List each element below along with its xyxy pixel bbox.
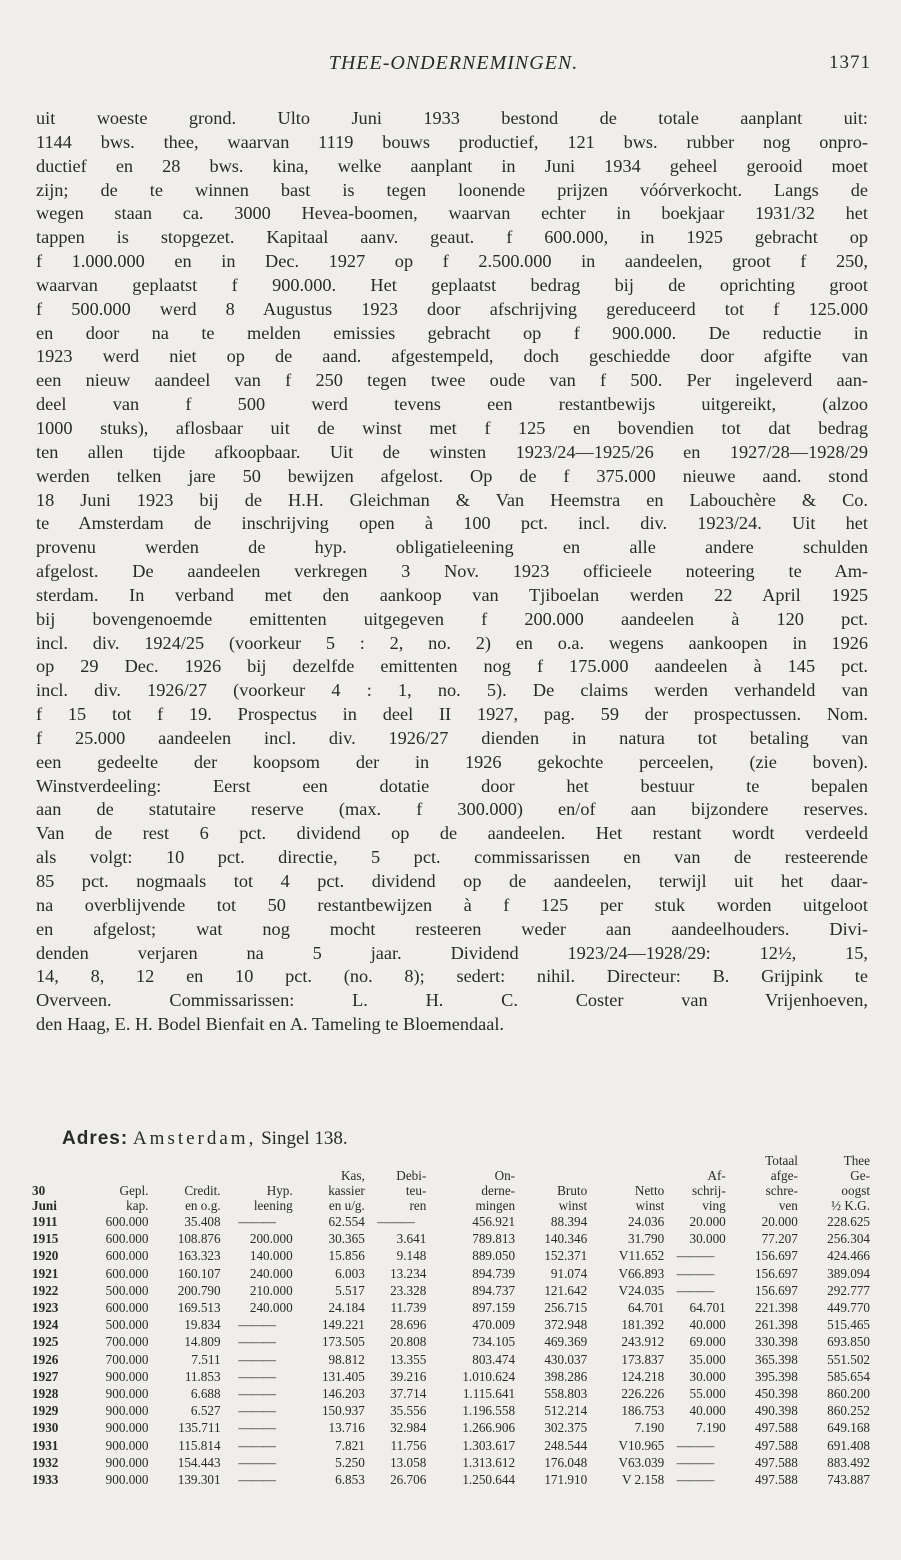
table-cell: 1.266.906 bbox=[462, 1420, 516, 1436]
table-cell: 897.159 bbox=[472, 1300, 516, 1316]
table-cell: 497.588 bbox=[755, 1437, 798, 1453]
table-cell: 551.502 bbox=[827, 1351, 870, 1367]
table-cell: 1929 bbox=[32, 1403, 59, 1419]
table-cell: 600.000 bbox=[105, 1231, 149, 1247]
address-city: Amsterdam, bbox=[132, 1128, 257, 1149]
text-line: denden verjaren na 5 jaar. Dividend 1923/24—1928/29: 12½, 15, bbox=[36, 942, 868, 963]
text-line: deel van f 500 werd tevens een restantbewijs uitgereikt, (alzoo bbox=[36, 394, 868, 415]
table-cell: 398.286 bbox=[544, 1368, 588, 1384]
financial-table bbox=[32, 1153, 870, 1488]
table-cell: 26.706 bbox=[390, 1472, 427, 1488]
table-cell: ——— bbox=[238, 1472, 275, 1488]
table-cell: 558.803 bbox=[544, 1386, 588, 1402]
table-cell: 169.513 bbox=[177, 1300, 221, 1316]
page-header bbox=[36, 52, 871, 82]
table-cell: 424.466 bbox=[827, 1248, 870, 1264]
table-cell: 900.000 bbox=[105, 1472, 149, 1488]
table-cell: 883.492 bbox=[827, 1454, 870, 1470]
table-cell: 515.465 bbox=[827, 1317, 870, 1333]
table-cell: 35.000 bbox=[689, 1351, 726, 1367]
table-cell: 221.398 bbox=[755, 1300, 798, 1316]
table-cell: 1923 bbox=[32, 1300, 59, 1316]
table-cell: 62.554 bbox=[328, 1214, 365, 1229]
table-cell: 11.853 bbox=[184, 1368, 221, 1384]
table-row bbox=[32, 1437, 870, 1454]
text-line: sterdam. In verband met den aankoop van Tjiboelan werden 22 April 1925 bbox=[36, 584, 868, 605]
table-cell: 13.716 bbox=[328, 1420, 365, 1436]
column-header: Gepl. kap. bbox=[119, 1183, 149, 1213]
table-cell: 186.753 bbox=[621, 1403, 665, 1419]
table-cell: 1.313.612 bbox=[462, 1454, 516, 1470]
text-line: te Amsterdam de inschrijving open à 100 pct. incl. div. 1923/24. Uit het bbox=[36, 513, 868, 534]
table-cell: 256.304 bbox=[827, 1231, 870, 1247]
table-row bbox=[32, 1265, 870, 1282]
column-header: Totaal afge- schre- ven bbox=[765, 1153, 798, 1213]
table-row bbox=[32, 1316, 870, 1333]
table-cell: ——— bbox=[676, 1282, 714, 1298]
table-cell: 1932 bbox=[32, 1454, 59, 1470]
table-cell: 13.234 bbox=[390, 1265, 427, 1281]
table-cell: 20.808 bbox=[390, 1334, 427, 1350]
table-row bbox=[32, 1333, 870, 1350]
table-cell: 1920 bbox=[32, 1248, 59, 1264]
table-cell: V63.039 bbox=[618, 1454, 665, 1470]
table-cell: 497.588 bbox=[755, 1420, 798, 1436]
table-cell: 1.196.558 bbox=[462, 1403, 516, 1419]
text-line: f 15 tot f 19. Prospectus in deel II 1927, pag. 59 der prospectussen. Nom. bbox=[36, 704, 868, 725]
table-cell: 171.910 bbox=[544, 1472, 588, 1488]
table-cell: 150.937 bbox=[321, 1403, 365, 1419]
table-cell: 140.346 bbox=[544, 1231, 588, 1247]
address-street: Singel 138. bbox=[261, 1128, 348, 1149]
column-header: Af- schrij- ving bbox=[692, 1168, 726, 1213]
text-line: f 500.000 werd 8 Augustus 1923 door afschrijving gereduceerd tot f 125.000 bbox=[36, 298, 868, 319]
table-cell: 15.856 bbox=[328, 1248, 365, 1264]
table-cell: 1.250.644 bbox=[462, 1472, 516, 1488]
table-cell: 55.000 bbox=[689, 1386, 726, 1402]
table-cell: 497.588 bbox=[755, 1454, 798, 1470]
address-label: Adres: bbox=[62, 1128, 129, 1149]
table-cell: 7.821 bbox=[335, 1437, 365, 1453]
table-cell: 691.408 bbox=[827, 1437, 870, 1453]
table-cell: 77.207 bbox=[761, 1231, 798, 1247]
table-cell: 69.000 bbox=[689, 1334, 726, 1350]
text-line: en door na te melden emissies gebracht op f 900.000. De reductie in bbox=[36, 322, 868, 343]
text-line: Overveen. Commissarissen: L. H. C. Coster van Vrijenhoeven, bbox=[36, 990, 868, 1011]
table-cell: 35.408 bbox=[184, 1214, 221, 1229]
column-header: Thee Ge- oogst ½ K.G. bbox=[831, 1153, 870, 1213]
table-cell: 430.037 bbox=[544, 1351, 588, 1367]
table-cell: 1930 bbox=[32, 1420, 59, 1436]
table-cell: 135.711 bbox=[178, 1420, 221, 1436]
table-cell: 181.392 bbox=[621, 1317, 665, 1333]
table-cell: 228.625 bbox=[827, 1214, 870, 1229]
text-line: f 25.000 aandeelen incl. div. 1926/27 dienden in natura tot betaling van bbox=[36, 727, 868, 748]
table-cell: 1925 bbox=[32, 1334, 59, 1350]
text-line: f 1.000.000 en in Dec. 1927 op f 2.500.000 in aandeelen, groot f 250, bbox=[36, 251, 868, 272]
table-cell: 700.000 bbox=[105, 1334, 149, 1350]
table-cell: 200.790 bbox=[177, 1282, 221, 1298]
column-header: 30 Juni bbox=[32, 1183, 57, 1213]
table-cell: 395.398 bbox=[755, 1368, 798, 1384]
table-cell: 226.226 bbox=[621, 1386, 665, 1402]
table-row bbox=[32, 1247, 870, 1264]
table-cell: 24.036 bbox=[627, 1214, 665, 1229]
table-cell: 11.739 bbox=[390, 1300, 427, 1316]
text-line: 1923 werd niet op de aand. afgestempeld, doch geschiedde door afgifte van bbox=[36, 346, 868, 367]
table-cell: 20.000 bbox=[761, 1214, 798, 1229]
table-cell: 163.323 bbox=[177, 1248, 221, 1264]
financial-table-wrap bbox=[32, 1153, 870, 1488]
table-cell: 1915 bbox=[32, 1231, 59, 1247]
text-line: 1000 stuks), aflosbaar uit de winst met f 125 en bovendien tot dat bedrag bbox=[36, 417, 868, 438]
table-cell: 156.697 bbox=[755, 1248, 798, 1264]
table-cell: 600.000 bbox=[105, 1248, 149, 1264]
column-header: Credit. en o.g. bbox=[184, 1183, 221, 1213]
table-cell: 1.010.624 bbox=[462, 1368, 516, 1384]
table-cell: 900.000 bbox=[105, 1403, 149, 1419]
table-cell: 734.105 bbox=[472, 1334, 516, 1350]
table-cell: 1933 bbox=[32, 1472, 59, 1488]
table-cell: 497.588 bbox=[755, 1472, 798, 1488]
text-line: ductief en 28 bws. kina, welke aanplant in Juni 1934 geheel gerooid moet bbox=[36, 155, 868, 176]
table-cell: 330.398 bbox=[755, 1334, 798, 1350]
table-cell: 146.203 bbox=[321, 1386, 365, 1402]
text-line: en afgelost; wat nog mocht resteeren weder aan aandeelhouders. Divi- bbox=[36, 918, 868, 939]
table-row bbox=[32, 1419, 870, 1436]
table-cell: 152.371 bbox=[544, 1248, 588, 1264]
table-cell: V24.035 bbox=[618, 1282, 665, 1298]
body-text bbox=[36, 107, 868, 1037]
table-cell: V66.893 bbox=[618, 1265, 665, 1281]
table-cell: 490.398 bbox=[755, 1403, 798, 1419]
table-cell: 889.050 bbox=[472, 1248, 516, 1264]
table-cell: 302.375 bbox=[544, 1420, 588, 1436]
table-cell: ——— bbox=[676, 1454, 714, 1470]
table-cell: 88.394 bbox=[550, 1214, 588, 1229]
table-cell: 140.000 bbox=[249, 1248, 293, 1264]
table-cell: 5.250 bbox=[335, 1454, 365, 1470]
table-cell: 6.527 bbox=[190, 1403, 221, 1419]
text-line: afgelost. De aandeelen verkregen 3 Nov. 1923 officieele noteering te Am- bbox=[36, 561, 868, 582]
table-cell: 1931 bbox=[32, 1437, 59, 1453]
table-cell: 600.000 bbox=[105, 1265, 149, 1281]
table-cell: 210.000 bbox=[249, 1282, 293, 1298]
table-row bbox=[32, 1454, 870, 1471]
table-row bbox=[32, 1402, 870, 1419]
table-cell: 154.443 bbox=[177, 1454, 221, 1470]
table-cell: 1926 bbox=[32, 1351, 59, 1367]
table-cell: 30.000 bbox=[689, 1231, 726, 1247]
table-cell: 450.398 bbox=[755, 1386, 798, 1402]
column-header: Debi- teu- ren bbox=[396, 1168, 427, 1213]
table-row bbox=[32, 1213, 870, 1230]
table-cell: ——— bbox=[238, 1214, 275, 1229]
table-cell: 24.184 bbox=[328, 1300, 365, 1316]
table-cell: 98.812 bbox=[328, 1351, 365, 1367]
table-cell: 248.544 bbox=[544, 1437, 588, 1453]
table-cell: ——— bbox=[676, 1265, 714, 1281]
table-cell: 1.115.641 bbox=[462, 1386, 516, 1402]
table-cell: 35.556 bbox=[390, 1403, 427, 1419]
table-cell: 365.398 bbox=[755, 1351, 798, 1367]
column-header: On- derne- mingen bbox=[475, 1168, 516, 1213]
table-cell: 500.000 bbox=[105, 1282, 149, 1298]
table-row bbox=[32, 1230, 870, 1247]
table-cell: 7.190 bbox=[696, 1420, 726, 1436]
table-cell: 649.168 bbox=[827, 1420, 870, 1436]
text-line: incl. div. 1924/25 (voorkeur 5 : 2, no. 2) en o.a. wegens aankoopen in 1926 bbox=[36, 632, 868, 653]
table-cell: 124.218 bbox=[621, 1368, 665, 1384]
table-cell: 20.000 bbox=[689, 1214, 726, 1229]
table-cell: 121.642 bbox=[544, 1282, 588, 1298]
table-cell: 6.853 bbox=[335, 1472, 365, 1488]
table-cell: 139.301 bbox=[177, 1472, 221, 1488]
table-cell: 176.048 bbox=[544, 1454, 588, 1470]
table-cell: 1922 bbox=[32, 1282, 59, 1298]
table-row bbox=[32, 1299, 870, 1316]
table-cell: 91.074 bbox=[550, 1265, 588, 1281]
text-line: 85 pct. nogmaals tot 4 pct. dividend op de aandeelen, terwijl uit het daar- bbox=[36, 871, 868, 891]
table-cell: ——— bbox=[676, 1248, 714, 1264]
column-header: Kas, kassier en u/g. bbox=[328, 1168, 365, 1213]
table-cell: ——— bbox=[676, 1472, 714, 1488]
table-cell: 149.221 bbox=[321, 1317, 365, 1333]
table-cell: 900.000 bbox=[105, 1368, 149, 1384]
text-line: een gedeelte der koopsom der in 1926 gekochte perceelen, (zie boven). bbox=[36, 751, 868, 772]
table-cell: 64.701 bbox=[689, 1300, 726, 1316]
table-cell: 389.094 bbox=[827, 1265, 870, 1281]
column-header: Bruto winst bbox=[557, 1183, 588, 1213]
table-header-row bbox=[32, 1153, 870, 1213]
table-cell: ——— bbox=[238, 1420, 275, 1436]
table-cell: 6.688 bbox=[190, 1386, 221, 1402]
table-row bbox=[32, 1471, 870, 1488]
table-body bbox=[32, 1213, 870, 1488]
table-row bbox=[32, 1351, 870, 1368]
table-cell: 900.000 bbox=[105, 1437, 149, 1453]
table-cell: 173.505 bbox=[321, 1334, 365, 1350]
table-cell: V11.652 bbox=[618, 1248, 665, 1264]
text-line: zijn; de te winnen bast is tegen loonende prijzen vóórverkocht. Langs de bbox=[36, 179, 868, 200]
text-line: Van de rest 6 pct. dividend op de aandeelen. Het restant wordt verdeeld bbox=[36, 823, 868, 844]
table-cell: 1928 bbox=[32, 1386, 59, 1402]
table-cell: 11.756 bbox=[390, 1437, 427, 1453]
address-line bbox=[62, 1127, 862, 1151]
table-cell: 900.000 bbox=[105, 1386, 149, 1402]
table-cell: 292.777 bbox=[827, 1282, 870, 1298]
table-cell: V 2.158 bbox=[621, 1472, 665, 1488]
table-cell: 1927 bbox=[32, 1368, 59, 1384]
table-cell: 1921 bbox=[32, 1265, 59, 1281]
table-cell: 28.696 bbox=[390, 1317, 427, 1333]
table-cell: 40.000 bbox=[689, 1403, 726, 1419]
table-cell: 240.000 bbox=[249, 1300, 293, 1316]
table-cell: 261.398 bbox=[755, 1317, 798, 1333]
text-line: als volgt: 10 pct. directie, 5 pct. commissarissen en van de resteerende bbox=[36, 847, 868, 868]
table-cell: 1911 bbox=[32, 1214, 58, 1229]
table-cell: 600.000 bbox=[105, 1300, 149, 1316]
table-cell: 9.148 bbox=[396, 1248, 427, 1264]
table-cell: 456.921 bbox=[472, 1214, 516, 1229]
text-line: na overblijvende tot 50 restantbewijzen à f 125 per stuk worden uitgeloot bbox=[36, 894, 868, 915]
table-cell: 32.984 bbox=[390, 1420, 427, 1436]
table-cell: 585.654 bbox=[827, 1368, 870, 1384]
table-cell: 470.009 bbox=[472, 1317, 516, 1333]
table-cell: 7.190 bbox=[634, 1420, 665, 1436]
table-cell: 5.517 bbox=[335, 1282, 365, 1298]
table-cell: 256.715 bbox=[544, 1300, 588, 1316]
table-cell: 860.252 bbox=[827, 1403, 870, 1419]
table-cell: 240.000 bbox=[249, 1265, 293, 1281]
table-cell: 19.834 bbox=[184, 1317, 221, 1333]
table-cell: 900.000 bbox=[105, 1454, 149, 1470]
table-cell: 900.000 bbox=[105, 1420, 149, 1436]
table-cell: 14.809 bbox=[184, 1334, 221, 1350]
table-cell: ——— bbox=[238, 1317, 275, 1333]
table-cell: 200.000 bbox=[249, 1231, 293, 1247]
table-cell: 860.200 bbox=[827, 1386, 870, 1402]
text-line: wegen staan ca. 3000 Hevea-boomen, waarvan echter in boekjaar 1931/32 het bbox=[36, 203, 868, 224]
table-cell: ——— bbox=[377, 1214, 414, 1229]
table-cell: 160.107 bbox=[177, 1265, 221, 1281]
text-line: 1144 bws. thee, waarvan 1119 bouws productief, 121 bws. rubber nog onpro- bbox=[36, 131, 868, 152]
table-cell: 13.355 bbox=[390, 1351, 427, 1367]
table-cell: 173.837 bbox=[621, 1351, 665, 1367]
text-line: een nieuw aandeel van f 250 tegen twee oude van f 500. Per ingeleverd aan- bbox=[36, 370, 868, 391]
column-header: Netto winst bbox=[634, 1183, 665, 1213]
table-cell: 894.737 bbox=[472, 1282, 516, 1298]
text-line: incl. div. 1926/27 (voorkeur 4 : 1, no. 5). De claims werden verhandeld van bbox=[36, 680, 868, 701]
table-cell: 64.701 bbox=[627, 1300, 665, 1316]
table-cell: 156.697 bbox=[755, 1282, 798, 1298]
table-cell: ——— bbox=[238, 1454, 275, 1470]
text-line: provenu werden de hyp. obligatieleening en alle andere schulden bbox=[36, 537, 868, 558]
text-line: den Haag, E. H. Bodel Bienfait en A. Tameling te Bloemendaal. bbox=[36, 1014, 504, 1035]
table-cell: 30.365 bbox=[328, 1231, 365, 1247]
table-cell: ——— bbox=[238, 1386, 275, 1402]
table-cell: 6.003 bbox=[335, 1265, 365, 1281]
table-cell: 243.912 bbox=[621, 1334, 665, 1350]
column-header: Hyp. leening bbox=[253, 1183, 293, 1213]
table-cell: 469.369 bbox=[544, 1334, 588, 1350]
table-cell: 7.511 bbox=[191, 1351, 221, 1367]
table-cell: 115.814 bbox=[178, 1437, 221, 1453]
table-cell: 743.887 bbox=[827, 1472, 870, 1488]
table-cell: 500.000 bbox=[105, 1317, 149, 1333]
text-line: tappen is stopgezet. Kapitaal aanv. geaut. f 600.000, in 1925 gebracht op bbox=[36, 227, 868, 248]
table-cell: ——— bbox=[238, 1334, 275, 1350]
table-cell: 23.328 bbox=[390, 1282, 427, 1298]
text-line: werden telken jare 50 bewijzen afgelost. Op de f 375.000 nieuwe aand. stond bbox=[36, 465, 868, 486]
table-cell: 108.876 bbox=[177, 1231, 221, 1247]
table-row bbox=[32, 1368, 870, 1385]
table-cell: 3.641 bbox=[396, 1231, 427, 1247]
text-line: 14, 8, 12 en 10 pct. (no. 8); sedert: nihil. Directeur: B. Grijpink te bbox=[36, 966, 868, 987]
table-cell: 512.214 bbox=[544, 1403, 588, 1419]
text-line: uit woeste grond. Ulto Juni 1933 bestond de totale aanplant uit: bbox=[36, 108, 868, 128]
table-cell: 40.000 bbox=[689, 1317, 726, 1333]
text-line: ten allen tijde afkoopbaar. Uit de winsten 1923/24—1925/26 en 1927/28—1928/29 bbox=[36, 441, 868, 462]
table-cell: 372.948 bbox=[544, 1317, 588, 1333]
text-line: 18 Juni 1923 bij de H.H. Gleichman & Van Heemstra en Labouchère & Co. bbox=[36, 489, 868, 510]
table-cell: 693.850 bbox=[827, 1334, 870, 1350]
table-cell: 1.303.617 bbox=[462, 1437, 516, 1453]
table-cell: ——— bbox=[676, 1437, 714, 1453]
table-cell: 600.000 bbox=[105, 1214, 149, 1229]
text-line: aan de statutaire reserve (max. f 300.000) en/of aan bijzondere reserves. bbox=[36, 799, 868, 820]
table-cell: ——— bbox=[238, 1351, 275, 1367]
table-row bbox=[32, 1385, 870, 1402]
table-cell: ——— bbox=[238, 1437, 275, 1453]
table-cell: 894.739 bbox=[472, 1265, 516, 1281]
table-cell: 449.770 bbox=[827, 1300, 870, 1316]
table-row bbox=[32, 1282, 870, 1299]
table-cell: 131.405 bbox=[321, 1368, 365, 1384]
table-cell: 803.474 bbox=[472, 1351, 516, 1367]
page-number: 1371 bbox=[829, 52, 871, 73]
table-cell: 700.000 bbox=[105, 1351, 149, 1367]
text-line: op 29 Dec. 1926 bij dezelfde emittenten nog f 175.000 aandeelen à 145 pct. bbox=[36, 656, 868, 677]
table-cell: 789.813 bbox=[472, 1231, 516, 1247]
table-cell: 1924 bbox=[32, 1317, 59, 1333]
running-title: THEE-ONDERNEMINGEN. bbox=[328, 52, 579, 74]
text-line: waarvan geplaatst f 900.000. Het geplaatst bedrag bij de oprichting groot bbox=[36, 274, 868, 295]
table-cell: 30.000 bbox=[689, 1368, 726, 1384]
table-cell: ——— bbox=[238, 1368, 275, 1384]
table-cell: 31.790 bbox=[627, 1231, 665, 1247]
table-cell: V10.965 bbox=[618, 1437, 665, 1453]
table-cell: 13.058 bbox=[390, 1454, 427, 1470]
text-line: Winstverdeeling: Eerst een dotatie door het bestuur te bepalen bbox=[36, 775, 868, 796]
text-line: bij bovengenoemde emittenten uitgegeven f 200.000 aandeelen à 120 pct. bbox=[36, 608, 868, 629]
table-cell: 37.714 bbox=[390, 1386, 427, 1402]
table-cell: 39.216 bbox=[390, 1368, 427, 1384]
table-cell: ——— bbox=[238, 1403, 275, 1419]
table-cell: 156.697 bbox=[755, 1265, 798, 1281]
